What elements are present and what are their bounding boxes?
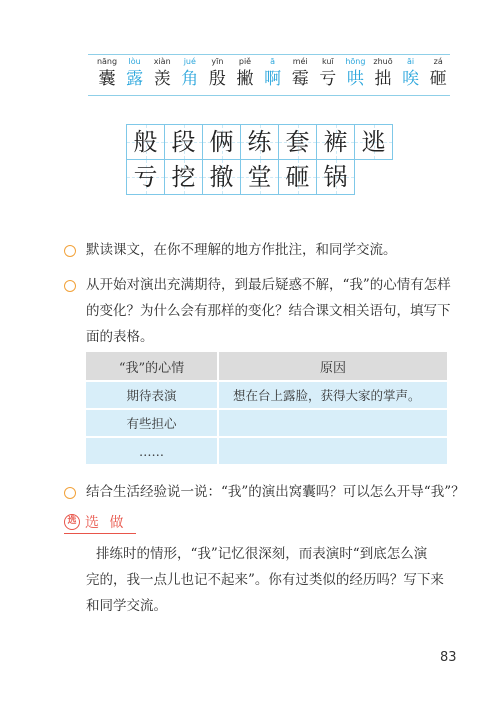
grid-character: 砸 <box>285 163 310 191</box>
vocab-hanzi: 撇 <box>236 69 254 89</box>
vocab-word <box>368 56 398 91</box>
vocab-word <box>202 56 232 91</box>
vocab-hanzi: 唉 <box>402 69 420 89</box>
optional-section-title: 选 做 <box>85 515 127 531</box>
optional-title-underline <box>64 533 136 534</box>
table-cell-mood: 期待表演 <box>86 381 218 409</box>
exercise-2-line-2: 的变化？为什么会有那样的变化？结合课文相关语句，填写下 <box>86 303 451 319</box>
exercise-bullet-icon <box>64 280 76 292</box>
grid-character: 撤 <box>209 163 234 191</box>
vocab-pinyin: piě <box>238 57 252 66</box>
vocab-hanzi: 砸 <box>429 69 447 89</box>
exercise-2-line-1: 从开始对演出充满期待，到最后疑惑不解，“我”的心情有怎样 <box>86 277 451 293</box>
vocab-pinyin: hōng <box>345 57 366 66</box>
exercise-bullet-icon <box>64 245 76 257</box>
grid-cell <box>354 124 393 160</box>
table-row <box>86 381 448 409</box>
vocab-pinyin: yīn <box>211 57 224 66</box>
grid-character: 般 <box>133 128 158 156</box>
grid-cell <box>202 124 241 160</box>
grid-character: 堂 <box>247 163 272 191</box>
vocab-word <box>313 56 343 91</box>
grid-character: 俩 <box>209 128 234 156</box>
optional-text-line-1: 排练时的情形，“我”记忆很深刻，而表演时“到底怎么演 <box>96 546 428 562</box>
grid-character: 裤 <box>323 128 348 156</box>
exercise-2-line-3: 面的表格。 <box>86 329 154 345</box>
vocab-pinyin: xiàn <box>153 57 171 66</box>
grid-cell <box>202 159 241 195</box>
grid-cell <box>278 159 317 195</box>
optional-text-line-2: 完的，我一点儿也记不起来”。你有过类似的经历吗？写下来 <box>86 572 444 588</box>
grid-character: 套 <box>285 128 310 156</box>
grid-cell <box>126 159 165 195</box>
vocab-pinyin: lòu <box>128 57 141 66</box>
vocab-hanzi: 殷 <box>208 69 226 89</box>
grid-character: 锅 <box>323 163 348 191</box>
vocab-word <box>175 56 205 91</box>
vocab-word <box>120 56 150 91</box>
vocab-bottom-rule <box>88 95 450 96</box>
grid-character: 段 <box>171 128 196 156</box>
vocab-word <box>423 56 453 91</box>
vocab-pinyin: zhuō <box>373 57 393 66</box>
vocab-hanzi: 囊 <box>98 69 116 89</box>
grid-cell <box>240 159 279 195</box>
vocab-word <box>340 56 370 91</box>
vocab-pinyin: jué <box>183 57 196 66</box>
vocab-hanzi: 角 <box>181 69 199 89</box>
grid-character: 挖 <box>171 163 196 191</box>
vocab-hanzi: 羡 <box>153 69 171 89</box>
vocab-hanzi: 霉 <box>291 69 309 89</box>
table-cell-mood: …… <box>86 437 218 464</box>
vocab-word <box>285 56 315 91</box>
vocab-top-rule <box>88 54 450 55</box>
vocab-word <box>92 56 122 91</box>
table-header-mood: “我”的心情 <box>86 352 218 381</box>
table-cell-reason[interactable] <box>218 437 448 464</box>
vocab-pinyin: nāng <box>96 57 118 66</box>
table-header-row <box>86 352 448 381</box>
vocab-hanzi: 露 <box>126 69 144 89</box>
grid-cell <box>316 124 355 160</box>
vocab-hanzi: 啊 <box>264 69 282 89</box>
vocab-hanzi: 拙 <box>374 69 392 89</box>
grid-cell <box>164 159 203 195</box>
vocabulary-pinyin-row <box>88 54 450 96</box>
vocab-word <box>147 56 177 91</box>
grid-character: 亏 <box>133 163 158 191</box>
vocab-pinyin: āi <box>407 57 415 66</box>
table-row <box>86 437 448 464</box>
grid-cell <box>316 159 355 195</box>
vocab-hanzi: 哄 <box>346 69 364 89</box>
grid-cell <box>278 124 317 160</box>
optional-task-icon: 选 <box>64 514 80 530</box>
vocab-pinyin: ā <box>270 57 276 66</box>
optional-text-line-3: 和同学交流。 <box>86 598 167 614</box>
vocab-hanzi: 亏 <box>319 69 337 89</box>
grid-character: 练 <box>247 128 272 156</box>
table-cell-reason: 想在台上露脸，获得大家的掌声。 <box>218 381 448 409</box>
mood-reason-table <box>86 352 449 464</box>
vocab-pinyin: méi <box>292 57 308 66</box>
table-cell-reason[interactable] <box>218 409 448 437</box>
vocab-word <box>230 56 260 91</box>
exercise-bullet-icon <box>64 487 76 499</box>
vocab-word <box>396 56 426 91</box>
exercise-3-text: 结合生活经验说一说：“我”的演出窝囊吗？可以怎么开导“我”？ <box>86 484 465 500</box>
grid-cell <box>164 124 203 160</box>
table-row <box>86 409 448 437</box>
grid-cell <box>126 124 165 160</box>
table-cell-mood: 有些担心 <box>86 409 218 437</box>
exercise-1-text: 默读课文，在你不理解的地方作批注，和同学交流。 <box>86 242 397 258</box>
vocab-word <box>258 56 288 91</box>
table-header-reason: 原因 <box>218 352 448 381</box>
vocab-pinyin: kuī <box>321 57 334 66</box>
page-number: 83 <box>440 650 457 665</box>
grid-cell <box>240 124 279 160</box>
grid-character: 逃 <box>361 128 386 156</box>
vocab-pinyin: zá <box>433 57 443 66</box>
